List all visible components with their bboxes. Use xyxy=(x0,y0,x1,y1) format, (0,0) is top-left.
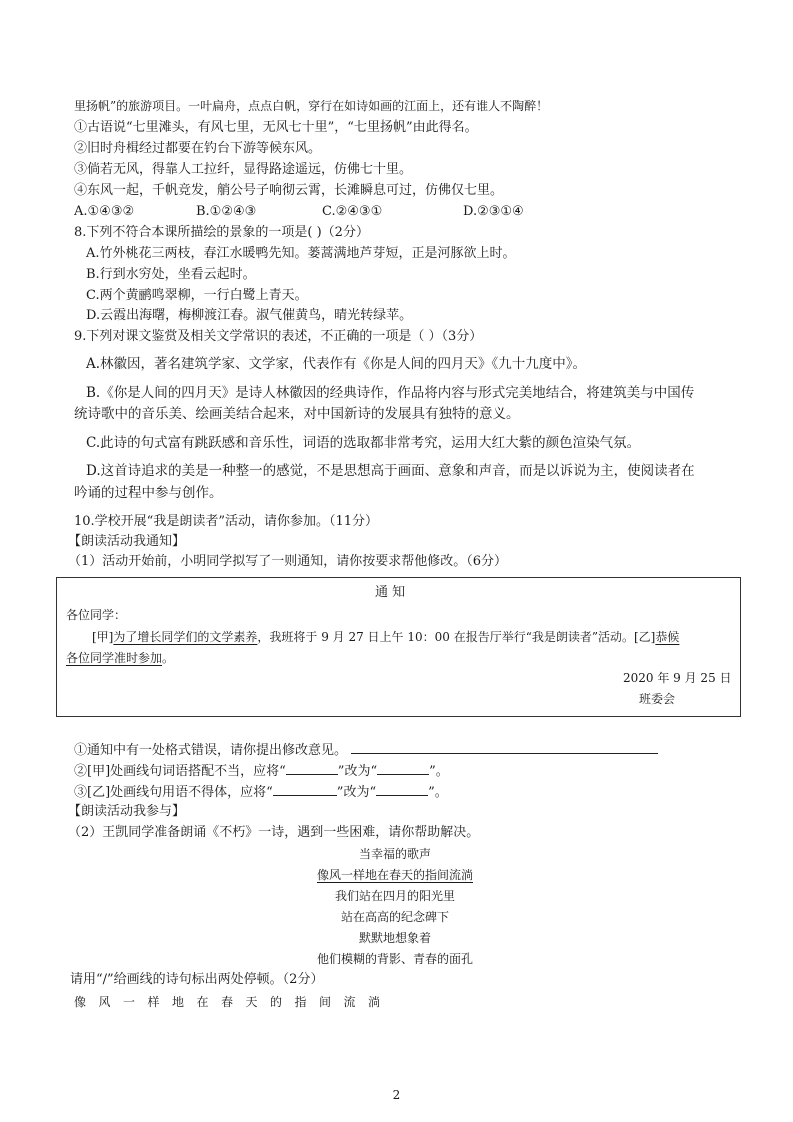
answer-line[interactable]: 像风一样地在春天的指间流淌 xyxy=(74,995,393,1009)
poem-line-2-underlined: 像风一样地在春天的指间流淌 xyxy=(316,868,473,882)
task1 xyxy=(74,741,658,760)
q7-item-3: ③倘若无风，得靠人工拉纤，显得路途遥远，仿佛七十里。 xyxy=(74,162,413,177)
q10-sub2: （2）王凯同学准备朗诵《不朽》一诗，遇到一些困难，请你帮助解决。 xyxy=(68,825,480,840)
task2-blank-corrected[interactable] xyxy=(377,762,429,775)
task1-answer-blank[interactable] xyxy=(351,741,658,754)
q8-stem: 8.下列不符合本课所描绘的景象的一项是( )（2分） xyxy=(74,225,369,240)
poem-line-4: 站在高高的纪念碑下 xyxy=(340,910,449,924)
underlined-sentence-jia: 为了增长同学们的文学素养 xyxy=(113,630,258,644)
task1-text: ①通知中有一处格式错误，请你提出修改意见。 xyxy=(74,743,348,758)
underlined-sentence-yi-part1: 恭候 xyxy=(655,630,680,644)
q9-option-b-line2[interactable]: 统诗歌中的音乐美、绘画美结合起来，对中国新诗的发展具有独特的意义。 xyxy=(74,406,520,422)
poem-line-3: 我们站在四月的阳光里 xyxy=(334,889,455,903)
notice-signer: 班委会 xyxy=(639,692,676,706)
task3 xyxy=(74,783,448,802)
poem-line-5: 默默地想象着 xyxy=(358,931,431,945)
notice-salutation: 各位同学： xyxy=(66,608,127,622)
page-number: 2 xyxy=(392,1088,401,1102)
q9-stem: 9.下列对课文鉴赏及相关文学常识的表述，不正确的一项是（ ）（3分） xyxy=(74,329,483,344)
task2-blank-original[interactable] xyxy=(286,762,338,775)
notice-title: 通 知 xyxy=(375,585,406,600)
q8-option-a[interactable]: A.竹外桃花三两枝，春江水暖鸭先知。蒌蒿满地芦芽短，正是河豚欲上时。 xyxy=(86,246,516,261)
task2-end: ”。 xyxy=(429,764,449,779)
q9-option-a[interactable]: A.林徽因，著名建筑学家、文学家，代表作有《你是人间的四月天》《九十九度中》。 xyxy=(86,356,587,372)
task3-blank-original[interactable] xyxy=(273,783,337,796)
q9-option-c[interactable]: C.此诗的句式富有跳跃感和音乐性，词语的选取都非常考究，运用大红大紫的颜色渲染气氛。 xyxy=(86,435,641,451)
q7-option-b[interactable]: B.①②④③ xyxy=(196,204,257,219)
q9-option-d-line2[interactable]: 吟诵的过程中参与创作。 xyxy=(74,485,223,501)
q8-option-b[interactable]: B.行到水穷处，坐看云起时。 xyxy=(86,267,256,282)
task3-prefix: ③[乙]处画线句用语不得体，应将“ xyxy=(74,785,273,800)
task2-prefix: ②[甲]处画线句词语搭配不当，应将“ xyxy=(74,764,286,779)
task2 xyxy=(74,762,449,781)
task2-middle: ”改为“ xyxy=(337,764,378,779)
q7-options xyxy=(74,203,594,221)
intro-line: 里扬帆”的旅游项目。一叶扁舟，点点白帆，穿行在如诗如画的江面上，还有谁人不陶醉！ xyxy=(74,99,549,113)
task3-blank-corrected[interactable] xyxy=(376,783,428,796)
notice-body-end: 。 xyxy=(162,651,175,665)
poem-line-6: 他们模糊的背影、青春的面孔 xyxy=(316,952,473,966)
q7-option-d[interactable]: D.②③①④ xyxy=(463,204,524,219)
notice-body-line1 xyxy=(92,628,679,646)
q8-option-d[interactable]: D.云霞出海曙，梅柳渡江春。淑气催黄鸟，晴光转绿苹。 xyxy=(86,308,413,323)
task3-end: ”。 xyxy=(428,785,448,800)
underlined-sentence-yi-part2: 各位同学准时参加 xyxy=(66,651,163,665)
notice-box xyxy=(56,577,741,717)
q7-option-a[interactable]: A.①④③② xyxy=(74,204,135,219)
poem-line-1: 当幸福的歌声 xyxy=(358,847,431,861)
q7-item-4: ④东风一起，千帆竞发，艄公号子响彻云霄，长滩瞬息可过，仿佛仅七里。 xyxy=(74,183,504,198)
q10-stem: 10.学校开展“我是朗读者”活动，请你参加。（11分） xyxy=(74,514,379,529)
q9-option-b-line1[interactable]: B.《你是人间的四月天》是诗人林徽因的经典诗作，作品将内容与形式完美地结合，将建筑美与中国传 xyxy=(86,385,695,401)
task4: 请用“/”给画线的诗句标出两处停顿。（2分） xyxy=(70,972,324,987)
task3-middle: ”改为“ xyxy=(336,785,377,800)
q8-option-c[interactable]: C.两个黄鹂鸣翠柳，一行白鹭上青天。 xyxy=(86,288,308,303)
notice-date: 2020 年 9 月 25 日 xyxy=(623,671,732,685)
q7-option-c[interactable]: C.②④③① xyxy=(322,204,383,219)
marker-jia: [甲] xyxy=(92,630,114,644)
q10-sub1: （1）活动开始前，小明同学拟写了一则通知，请你按要求帮他修改。（6分） xyxy=(68,554,508,569)
q9-option-d-line1[interactable]: D.这首诗追求的美是一种整一的感觉，不是思想高于画面、意象和声音，而是以诉说为主，使阅读者在 xyxy=(86,463,695,479)
section-participate-heading: 【朗读活动我参与】 xyxy=(68,804,186,819)
section-notice-heading: 【朗读活动我通知】 xyxy=(68,534,186,549)
q7-item-1: ①古语说“七里滩头，有风七里，无风七十里”，“七里扬帆”由此得名。 xyxy=(74,120,478,135)
q7-item-2: ②旧时舟楫经过都要在钓台下游等候东风。 xyxy=(74,141,322,156)
notice-body-line2 xyxy=(66,649,174,667)
notice-body-middle: ，我班将于 9 月 27 日上午 10：00 在报告厅举行“我是朗读者”活动。[乙] xyxy=(257,630,656,644)
